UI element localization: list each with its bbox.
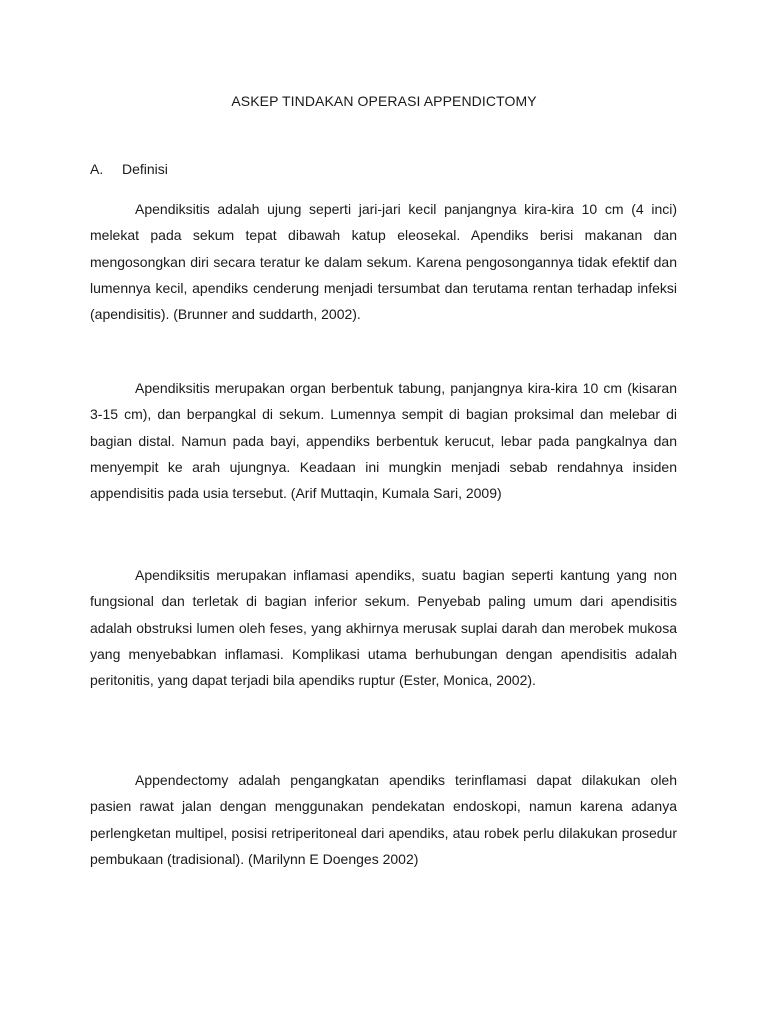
section-heading-text: Definisi bbox=[122, 161, 168, 177]
paragraph-3: Apendiksitis merupakan inflamasi apendiks, suatu bagian seperti kantung yang non fungsional dan terletak di bagian inferior sekum. Penyebab paling umum dari apendisitis adalah obstruksi lumen oleh feses, yang akhirnya merusak suplai darah dan merobek mukosa yang menyebabkan inflamasi. Komplikasi utama berhubungan dengan apendisitis adalah peritonitis, yang dapat terjadi bila apendiks ruptur (Ester, Monica, 2002). bbox=[90, 567, 677, 689]
section-heading bbox=[90, 161, 168, 177]
paragraph-1: Apendiksitis adalah ujung seperti jari-jari kecil panjangnya kira-kira 10 cm (4 inci) melekat pada sekum tepat dibawah katup eleosekal. Apendiks berisi makanan dan mengosongkan diri secara teratur ke dalam sekum. Karena pengosongannya tidak efektif dan lumennya kecil, apendiks cenderung menjadi tersumbat dan terutama rentan terhadap infeksi (apendisitis). (Brunner and suddarth, 2002). bbox=[90, 201, 677, 323]
section-number: A. bbox=[90, 161, 104, 177]
paragraph-4: Appendectomy adalah pengangkatan apendiks terinflamasi dapat dilakukan oleh pasien rawat jalan dengan menggunakan pendekatan endoskopi, namun karena adanya perlengketan multipel, posisi retriperitoneal dari apendiks, atau robek perlu dilakukan prosedur pembukaan (tradisional). (Marilynn E Doenges 2002) bbox=[90, 772, 677, 867]
document-title: ASKEP TINDAKAN OPERASI APPENDICTOMY bbox=[231, 93, 537, 109]
paragraph-2: Apendiksitis merupakan organ berbentuk tabung, panjangnya kira-kira 10 cm (kisaran 3-15 cm), dan berpangkal di sekum. Lumennya sempit di bagian proksimal dan melebar di bagian distal. Namun pada bayi, appendiks berbentuk kerucut, lebar pada pangkalnya dan menyempit ke arah ujungnya. Keadaan ini mungkin menjadi sebab rendahnya insiden appendisitis pada usia tersebut. (Arif Muttaqin, Kumala Sari, 2009) bbox=[90, 380, 677, 502]
